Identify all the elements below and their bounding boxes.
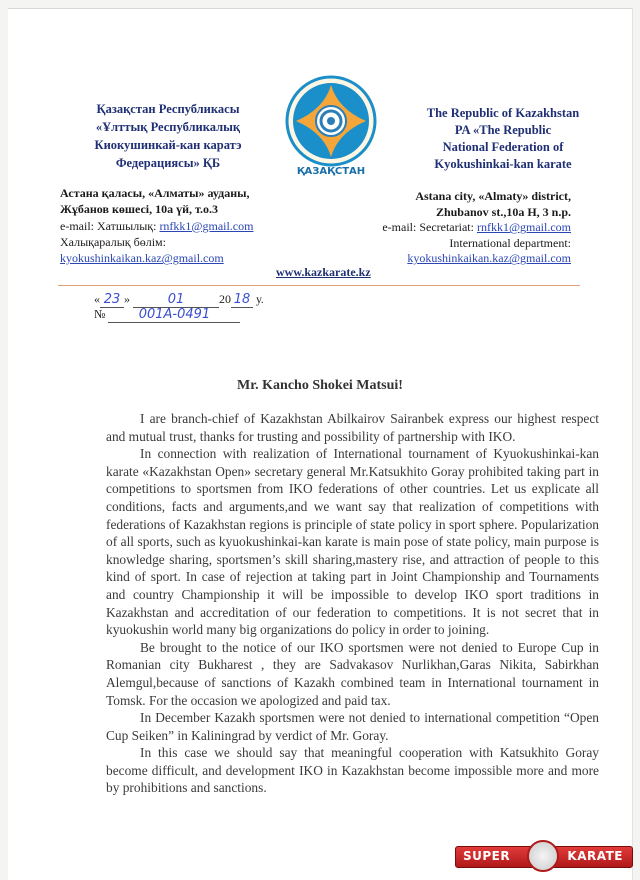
paragraph: In December Kazakh sportsmen were not denied to international competition “Open Cup Seiken” in Kaliningrad by verdict of Mr. Goray.	[106, 710, 599, 743]
email-link[interactable]: rnfkk1@gmail.com	[159, 218, 254, 233]
number-label: №	[94, 307, 106, 321]
letter-page	[8, 8, 633, 880]
date-day: 23	[100, 292, 124, 308]
org-line: National Federation of	[442, 140, 564, 154]
date-year-label: у.	[256, 292, 264, 306]
paragraph: In this case we should say that meaningful cooperation with Katsukhito Goray become difficult, and development IKO in Kazakhstan become impossible more and more by prohibitions and sanctions.	[106, 745, 599, 796]
header-divider	[58, 285, 580, 286]
email-label: e-mail: Хатшылық:	[60, 218, 160, 233]
intl-email-link[interactable]: kyokushinkaikan.kaz@gmail.com	[407, 251, 571, 266]
address-kazakh	[60, 185, 320, 266]
fist-icon	[527, 840, 559, 872]
watermark-text-right: KARATE	[567, 849, 623, 863]
date-close-quote: »	[124, 292, 130, 306]
letter-body	[106, 410, 599, 797]
salutation: Mr. Kancho Shokei Matsui!	[237, 378, 403, 393]
org-line: Федерациясы» ҚБ	[115, 156, 221, 170]
address-english	[338, 189, 571, 267]
date-line	[94, 292, 264, 308]
logo-bottom-text: ҚАЗАҚСТАН	[296, 166, 366, 177]
email-row	[60, 218, 320, 234]
org-line: The Republic of Kazakhstan	[426, 106, 580, 120]
watermark-text-left: SUPER	[463, 849, 511, 863]
address-line: Астана қаласы, «Алматы» ауданы,	[60, 186, 250, 200]
org-line: PA «The Republic	[454, 123, 552, 137]
header-org-name-english	[403, 105, 603, 173]
address-line: Zhubanov st.,10a H, 3 n.p.	[435, 204, 571, 219]
email-label: e-mail: Secretariat:	[382, 220, 477, 235]
website-link[interactable]: www.kazkarate.kz	[276, 265, 371, 279]
paragraph: In connection with realization of International tournament of Kyuokushinkai-kan karate «Kazakhstan Open» secretary general Mr.Katsukhito Goray prohibited taking part in competitions to sportsmen from IKO federations of other countries. Let us explicate all conditions, facts and arguments,and we want say that realization of competitions with federations of Kazakhstan regions is principle of state policy in sport sphere. Popularization of all sports, such as kyuokushinkai-kan karate is main pose of state policy, main purpose is knowledge sharing, sportsmen’s skill sharing,mastery rise, and attraction of people to this kind of sport. In case of rejection at taking part in Joint Championship and Tournaments and country Championship it will be impossible to develop IKO sport traditions in Kazakhstan and accreditation of our federation to competitions. It is not secret that in kyuokushin world many big organizations do policy in order to joining.	[106, 446, 599, 638]
date-year-suffix: 18	[231, 292, 253, 308]
date-month: 01	[133, 292, 219, 308]
header-org-name-kazakh	[68, 100, 268, 172]
email-row	[338, 220, 571, 236]
superkarate-watermark	[455, 840, 631, 872]
paragraph: Be brought to the notice of our IKO sportsmen were not denied to Europe Cup in Romanian city Bukharest , they are Sadvakasov Nurlikhan,Garas Nikita, Sabirkhan Alemgul,because of sanctions of Kazakh combined team in International tournament in Tomsk. For the occasion we apologized and paid tax.	[106, 639, 599, 708]
document-number: 001A-0491	[108, 307, 240, 323]
date-year-prefix: 20	[219, 292, 231, 306]
org-line: Kyokushinkai-kan karate	[434, 157, 572, 171]
date-open-quote: «	[94, 292, 100, 306]
address-line: Жұбанов көшесі, 10а үй, т.о.3	[60, 202, 219, 217]
document-number-line	[94, 307, 240, 323]
kyokushin-kanku-emblem-icon	[278, 71, 384, 177]
intl-email-link[interactable]: kyokushinkaikan.kaz@gmail.com	[60, 251, 224, 266]
org-line: Киокушинкай-кан каратэ	[94, 138, 242, 152]
email-link[interactable]: rnfkk1@gmail.com	[476, 220, 571, 235]
intl-label: Халықаралық бөлім:	[60, 234, 166, 249]
address-line: Astana city, «Almaty» district,	[415, 189, 571, 203]
org-line: Қазақстан Республикасы	[96, 102, 240, 116]
org-line: «Ұлттық Республикалық	[95, 120, 241, 134]
intl-label: International department:	[449, 235, 571, 250]
paragraph: I are branch-chief of Kazakhstan Abilkairov Sairanbek express our highest respect and mutual trust, thanks for trusting and possibility of partnership with IKO.	[106, 411, 599, 444]
